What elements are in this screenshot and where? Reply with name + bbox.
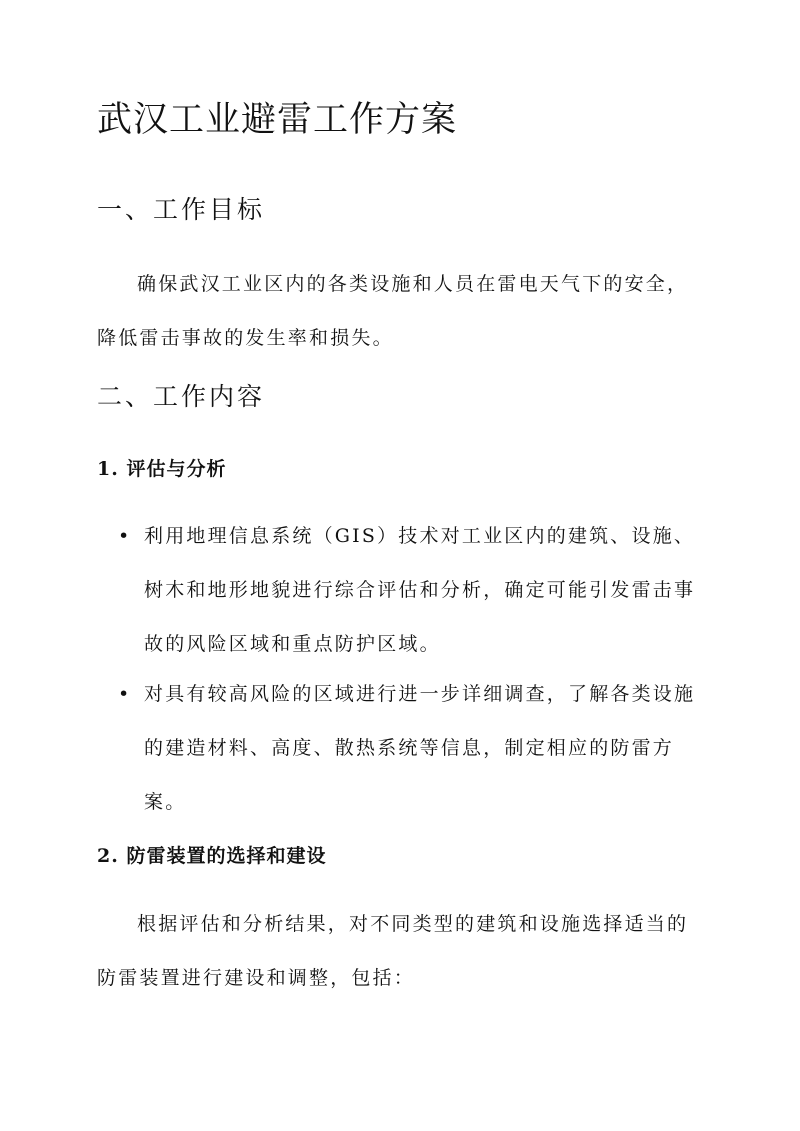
document-title: 武汉工业避雷工作方案 [97,100,458,140]
subsection-paragraph-lightning-devices: 根据评估和分析结果，对不同类型的建筑和设施选择适当的防雷装置进行建设和调整，包括： [97,913,689,989]
list-item-text: 利用地理信息系统（GIS）技术对工业区内的建筑、设施、树木和地形地貌进行综合评估和分析，确定可能引发雷击事故的风险区域和重点防护区域。 [144,525,696,655]
subsection-heading-assessment: 1. 评估与分析 [97,458,227,480]
list-item [118,509,703,671]
list-item [118,667,703,829]
section-paragraph-goals: 确保武汉工业区内的各类设施和人员在雷电天气下的安全，降低雷击事故的发生率和损失。 [97,273,689,349]
bullet-icon: • [118,683,132,705]
section-heading-content: 二、工作内容 [97,382,266,411]
section-heading-goals: 一、工作目标 [97,195,266,224]
list-item-text: 对具有较高风险的区域进行进一步详细调查，了解各类设施的建造材料、高度、散热系统等信息，制定相应的防雷方案。 [144,683,696,813]
bullet-icon: • [118,525,132,547]
subsection-heading-lightning-devices: 2. 防雷装置的选择和建设 [97,845,327,867]
